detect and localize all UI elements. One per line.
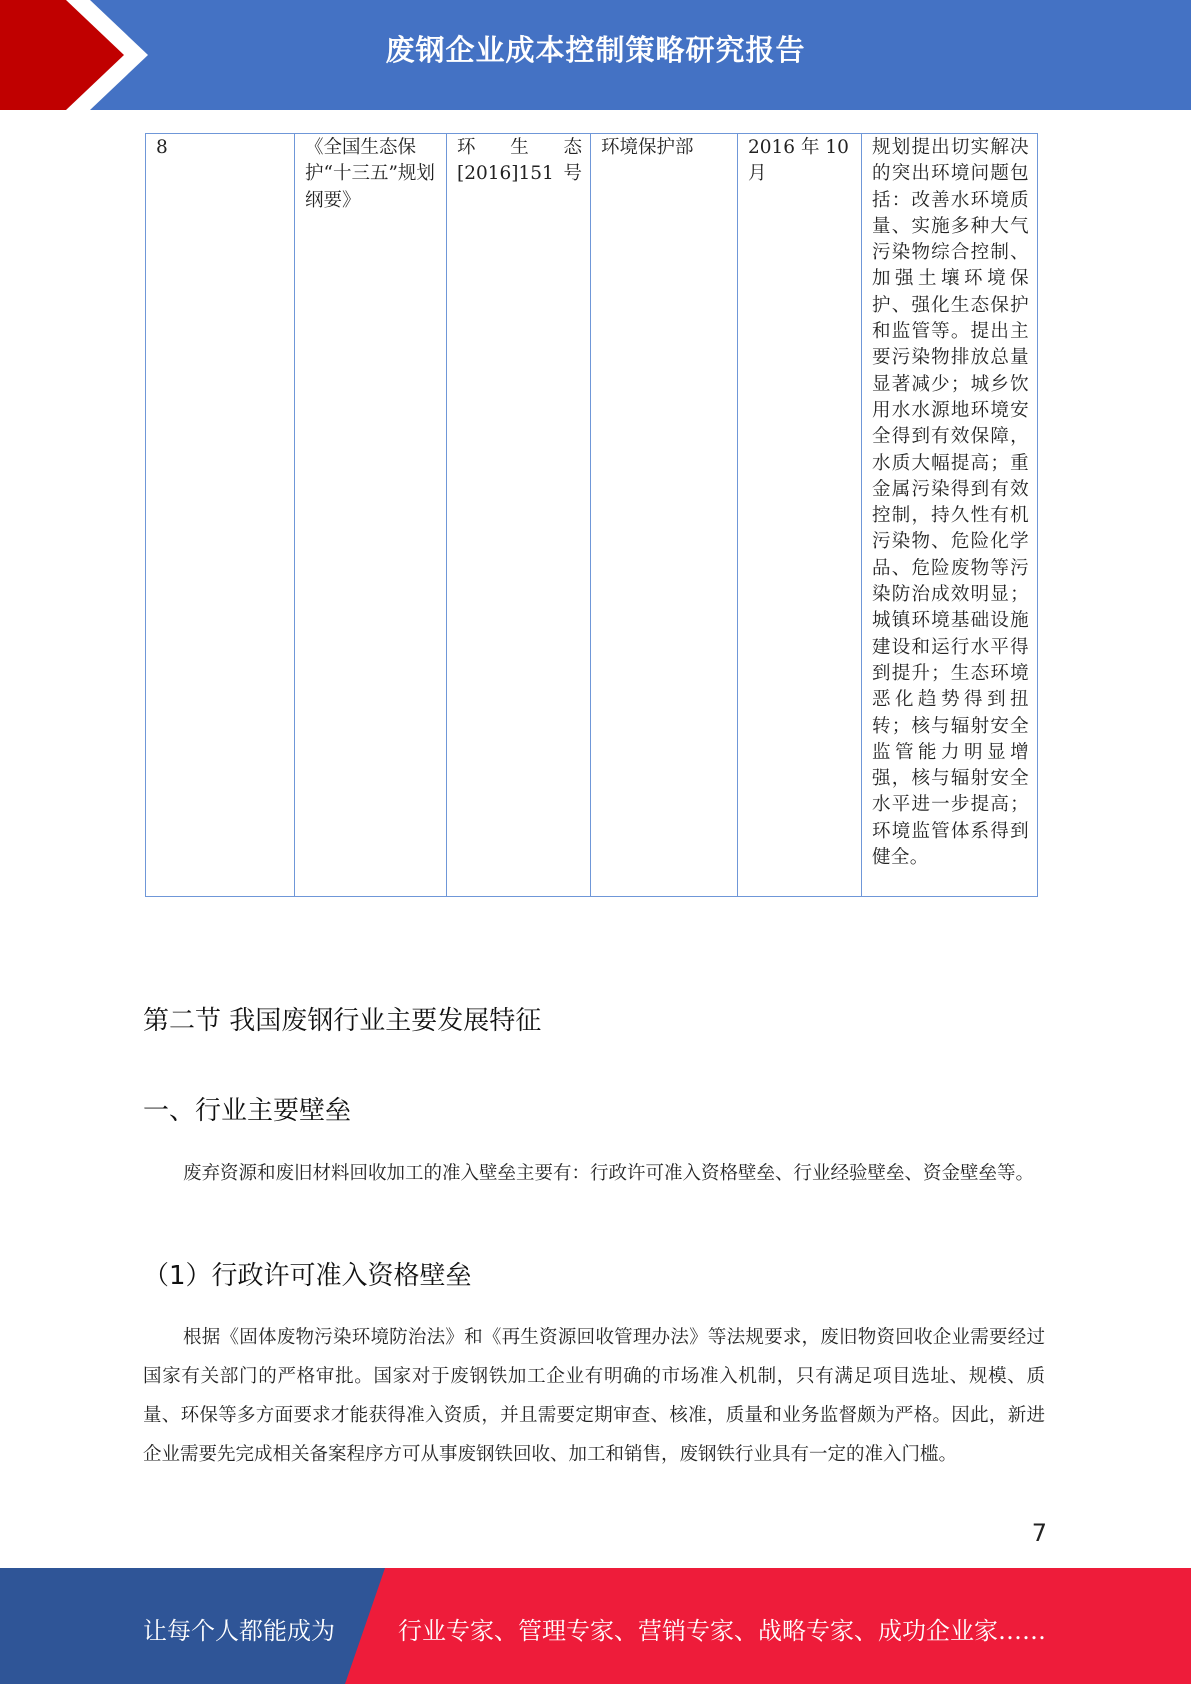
item-paragraph: 根据《固体废物污染环境防治法》和《再生资源回收管理办法》等法规要求，废旧物资回收企业需要经过国家有关部门的严格审批。国家对于废钢铁加工企业有明确的市场准入机制，只有满足项目选址、规模、质量、环保等多方面要求才能获得准入资质，并且需要定期审查、核准，质量和业务监督颇为严格。因此，新进企业需要先完成相关备案程序方可从事废钢铁回收、加工和销售，废钢铁行业具有一定的准入门槛。 [143,1327,1045,1465]
cell-issuer: 环境保护部 [591,134,738,897]
intro-paragraph: 废弃资源和废旧材料回收加工的准入壁垒主要有：行政许可准入资格壁垒、行业经验壁垒、资金壁垒等。 [183,1163,1035,1184]
page-header [0,0,1191,110]
summary-text: 规划提出切实解决的突出环境问题包括：改善水环境质量、实施多种大气污染物综合控制、加强土壤环境保护、强化生态保护和监管等。提出主要污染物排放总量显著减少；城乡饮用水水源地环境安全得到有效保障，水质大幅提高；重金属污染得到有效控制，持久性有机污染物、危险化学品、危险废物等污染防治成效明显；城镇环境基础设施建设和运行水平得到提升；生态环境恶化趋势得到扭转；核与辐射安全监管能力明显增强，核与辐射安全水平进一步提高；环境监管体系得到健全。 [872,137,1029,869]
footer-slogan-right: 行业专家、管理专家、营销专家、战略专家、成功企业家…… [398,1617,1046,1645]
header-title: 废钢企业成本控制策略研究报告 [385,33,806,67]
footer-slogan-left: 让每个人都能成为 [143,1617,335,1645]
cell-date: 2016 年 10 月 [738,134,862,897]
cell-summary [862,134,1038,897]
cell-number: 8 [146,134,295,897]
item-title: （1）行政许可准入资格壁垒 [143,1261,472,1291]
page-footer [0,1568,1191,1684]
section-title: 第二节 我国废钢行业主要发展特征 [143,1006,542,1036]
policy-table [145,133,1038,897]
page-number: 7 [1031,1519,1047,1547]
table-row [146,134,1038,897]
subsection-title: 一、行业主要壁垒 [143,1096,352,1126]
cell-document-name: 《全国生态保护“十三五”规划纲要》 [295,134,447,897]
cell-document-number: 环 生 态 [2016]151 号 [447,134,591,897]
